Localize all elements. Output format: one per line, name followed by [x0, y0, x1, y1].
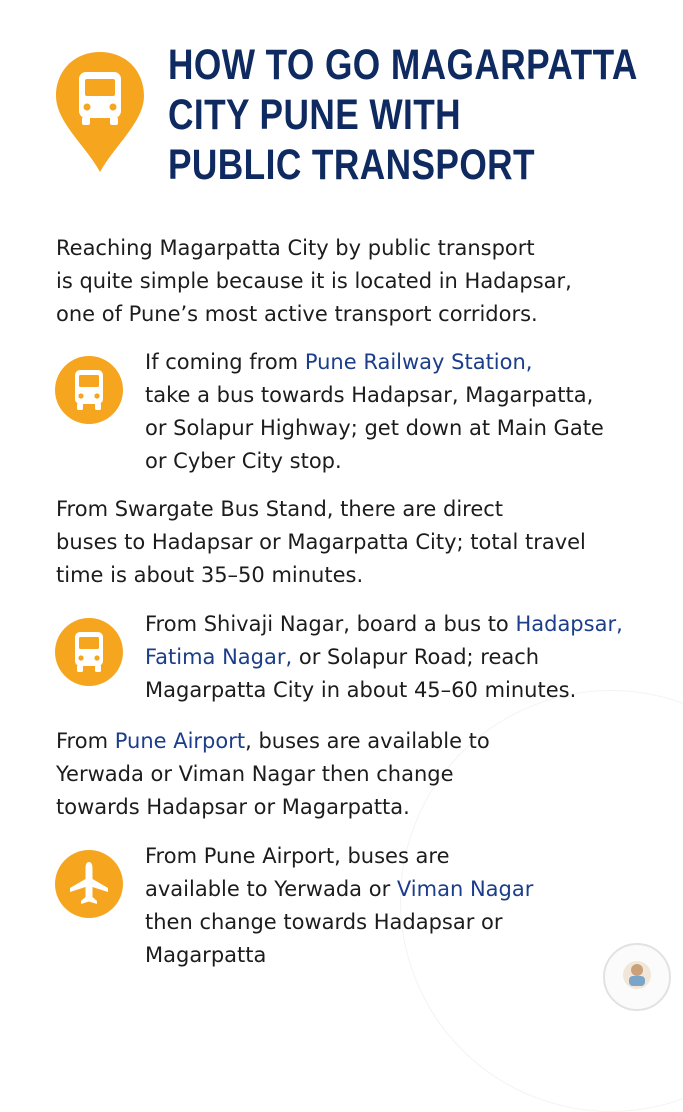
shivaji-nagar-paragraph: From Shivaji Nagar, board a bus to Hadapsar, Fatima Nagar, or Solapur Road; reach Magarpatta City in about 45–60 minutes. — [145, 612, 623, 702]
airplane-icon — [55, 850, 123, 918]
intro-paragraph: Reaching Magarpatta City by public transport is quite simple because it is located in Hadapsar, one of Pune’s most active transport corridors. — [56, 236, 572, 326]
header — [0, 0, 683, 220]
airport-paragraph: From Pune Airport, buses are available to Yerwada or Viman Nagar then change towards Hadapsar or Magarpatta. — [56, 729, 490, 819]
map-pin-bus-icon — [54, 50, 146, 174]
swargate-paragraph: From Swargate Bus Stand, there are direct buses to Hadapsar or Magarpatta City; total travel time is about 35–50 minutes. — [56, 497, 586, 587]
railway-station-link: Pune Railway Station, — [304, 350, 533, 374]
logo-badge — [603, 943, 671, 1011]
railway-station-paragraph: If coming from Pune Railway Station, take a bus towards Hadapsar, Magarpatta, or Solapur Highway; get down at Main Gate or Cyber City stop. — [145, 350, 604, 473]
bus-icon — [55, 356, 123, 424]
airport-second-paragraph: From Pune Airport, buses are available to Yerwada or Viman Nagar then change towards Hadapsar or Magarpatta — [145, 844, 534, 967]
page-title: HOW TO GO MAGARPATTA CITY PUNE WITH PUBLIC TRANSPORT — [168, 41, 638, 189]
bus-icon — [55, 618, 123, 686]
